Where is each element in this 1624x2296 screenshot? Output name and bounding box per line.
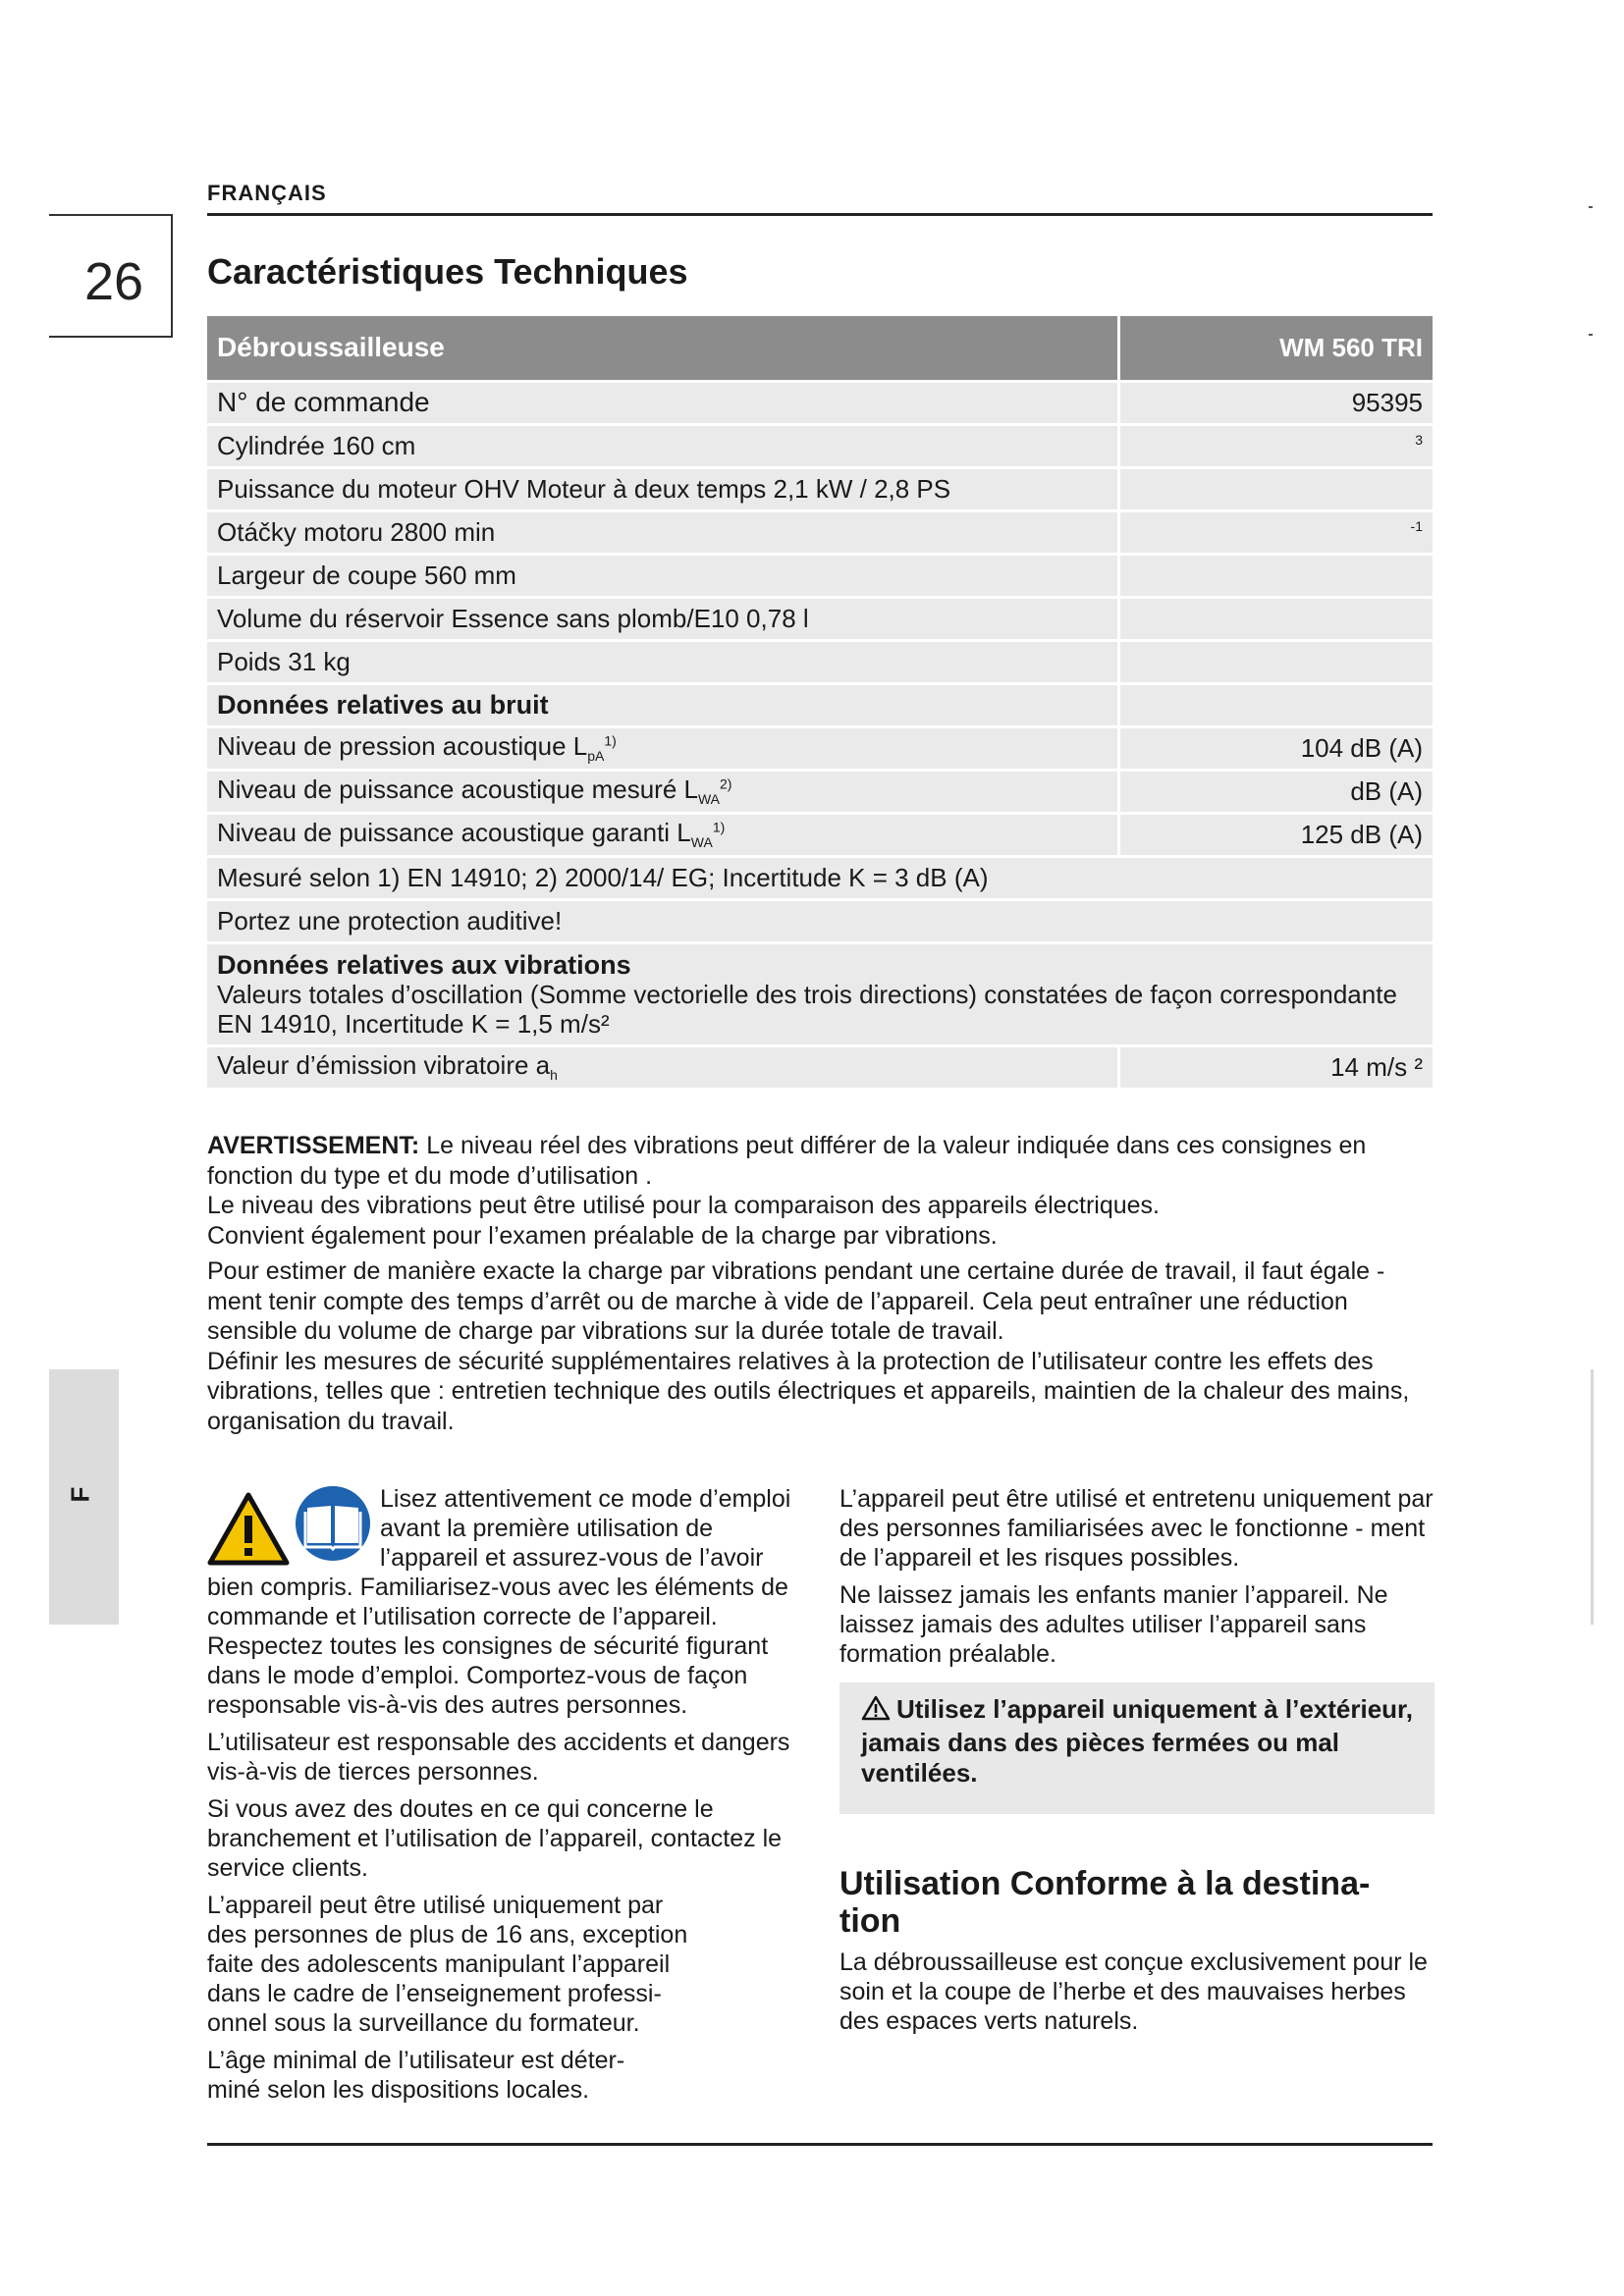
left-column	[207, 1484, 802, 2112]
row-value: 104 dB (A)	[1118, 726, 1433, 770]
warning-p2: Le niveau des vibrations peut être utilisé pour la comparaison des appareils électriques.	[207, 1192, 1161, 1219]
emission-label-text: Valeur d’émission vibratoire a	[217, 1050, 551, 1081]
left-p5: L’âge minimal de l’utilisateur est déter- miné selon les dispositions locales.	[207, 2047, 625, 2104]
table-row	[207, 1045, 1433, 1089]
header-label: Débroussailleuse	[207, 316, 1118, 381]
table-row	[207, 770, 1433, 813]
right-p2: Ne laissez jamais les enfants manier l’appareil. Ne laissez jamais des adultes utiliser l’appareil sans formation préalable.	[839, 1581, 1388, 1668]
row-label: Largeur de coupe 560 mm	[207, 554, 1118, 597]
table-row	[207, 424, 1433, 467]
noise-heading: Données relatives au bruit	[207, 683, 1118, 726]
noise-sub: WA	[690, 834, 713, 851]
noise-label-text: Niveau de pression acoustique L	[217, 731, 588, 762]
vibration-warning	[207, 1131, 1435, 1442]
table-row	[207, 640, 1433, 683]
read-manual-icon	[294, 1484, 372, 1563]
noise-sup: 1)	[604, 732, 617, 749]
row-label: Puissance du moteur OHV Moteur à deux temps 2,1 kW / 2,8 PS	[207, 467, 1118, 510]
left-p2: L’utilisateur est responsable des accidents et dangers vis-à-vis de tierces personnes.	[207, 1729, 790, 1786]
warning-text: Le niveau réel des vibrations peut différer de la valeur indiquée dans ces consignes en fonction du type et du mode d’utilisation .	[207, 1132, 1367, 1190]
spec-table-header	[207, 316, 1433, 381]
section-row	[207, 942, 1433, 1045]
noise-row-label	[207, 813, 1118, 856]
safety-icons	[207, 1484, 376, 1567]
section-row	[207, 683, 1433, 726]
edge-mark	[1589, 206, 1593, 208]
row-value	[1118, 554, 1433, 597]
noise-label-text: Niveau de puissance acoustique garanti L	[217, 818, 691, 848]
left-p4: L’appareil peut être utilisé uniquement par des personnes de plus de 16 ans, exception faite des adolescents manipulant l’appareil dans le cadre de l’enseignement professi- onnel sous la surveillance du formateur.	[207, 1892, 688, 2037]
noise-sup: 2)	[720, 775, 732, 792]
table-row	[207, 467, 1433, 510]
header-model: WM 560 TRI	[1118, 316, 1433, 381]
left-p3: Si vous avez des doutes en ce qui concerne le branchement et l’utilisation de l’appareil, contactez le service clients.	[207, 1795, 783, 1882]
table-row	[207, 597, 1433, 640]
table-row	[207, 554, 1433, 597]
table-row	[207, 510, 1433, 554]
warning-p5: Définir les mesures de sécurité supplémentaires relatives à la protection de l’utilisateur contre les effets des vibrations, telles que : entretien technique des outils électriques et appareils, maintien de la chaleur des mains, organisation du travail.	[207, 1347, 1410, 1435]
vibration-text: Valeurs totales d’oscillation (Somme vectorielle des trois directions) constatées de façon correspondante EN 14910, Incertitude K = 1,5 m/s²	[217, 979, 1397, 1039]
section-heading: Utilisation Conforme à la destina- tion	[839, 1865, 1371, 1940]
notice-text: Utilisez l’appareil uniquement à l’extérieur, jamais dans des pièces fermées ou mal ventilées.	[861, 1694, 1413, 1788]
right-p3: La débroussailleuse est conçue exclusivement pour le soin et la coupe de l’herbe et des mauvaises herbes des espaces verts naturels.	[839, 1949, 1428, 2035]
vibration-heading: Données relatives aux vibrations	[217, 949, 631, 980]
measured-note: Mesuré selon 1) EN 14910; 2) 2000/14/ EG; Incertitude K = 3 dB (A)	[207, 856, 1433, 899]
outdoor-use-notice	[839, 1682, 1435, 1814]
row-value	[1118, 467, 1433, 510]
left-p1: Lisez attentivement ce mode d’emploi avant la première utilisation de l’appareil et assurez-vous de l’avoir bien compris. Familiarisez-vous avec les éléments de commande et l’utilisation correcte de l’appareil. Respectez toutes les consignes de sécurité figurant dans le mode d’emploi. Comportez-vous de façon responsable vis-à-vis des autres personnes.	[207, 1485, 791, 1719]
noise-sub: pA	[587, 748, 605, 765]
row-label: Volume du réservoir Essence sans plomb/E10 0,78 l	[207, 597, 1118, 640]
row-label: Otáčky motoru 2800 min	[207, 510, 1118, 554]
row-label: Poids 31 kg	[207, 640, 1118, 683]
side-tab-letter: F	[65, 1486, 95, 1503]
noise-sub: WA	[697, 791, 721, 808]
page-title: Caractéristiques Techniques	[207, 251, 688, 292]
right-edge-bar	[1591, 1369, 1594, 1625]
ear-protection-note: Portez une protection auditive!	[207, 899, 1433, 942]
warning-p4: Pour estimer de manière exacte la charge par vibrations pendant une certaine durée de travail, il faut égale - ment tenir compte des temps d’arrêt ou de marche à vide de l’appareil. Cela peut entraîner une réduction sensible du volume de charge par vibrations sur la durée totale de travail.	[207, 1257, 1385, 1345]
row-value: -1	[1118, 510, 1433, 554]
emission-sub: h	[550, 1067, 558, 1084]
empty-cell	[1118, 683, 1433, 726]
warning-small-icon	[861, 1695, 891, 1728]
bottom-rule	[207, 2143, 1433, 2146]
warning-p3: Convient également pour l’examen préalable de la charge par vibrations.	[207, 1221, 998, 1250]
language-label: FRANÇAIS	[207, 181, 327, 205]
noise-row-label	[207, 726, 1118, 770]
noise-label-text: Niveau de puissance acoustique mesuré L	[217, 774, 698, 805]
row-value: 3	[1118, 424, 1433, 467]
row-label: Cylindrée 160 cm	[207, 424, 1118, 467]
language-side-tab	[49, 1369, 119, 1625]
warning-triangle-icon	[207, 1492, 290, 1567]
warning-p1	[207, 1131, 1435, 1191]
warning-label: AVERTISSEMENT:	[207, 1132, 420, 1159]
table-row	[207, 899, 1433, 942]
emission-value: 14 m/s ²	[1118, 1045, 1433, 1089]
table-row	[207, 856, 1433, 899]
row-value: 95395	[1118, 381, 1433, 424]
page-number: 26	[84, 252, 144, 311]
vibration-cell	[207, 942, 1433, 1045]
table-row	[207, 726, 1433, 770]
spec-table	[207, 316, 1433, 1091]
noise-sup: 1)	[712, 819, 726, 835]
table-row	[207, 813, 1433, 856]
emission-label	[207, 1045, 1118, 1089]
row-label: N° de commande	[207, 381, 1118, 424]
right-p1: L’appareil peut être utilisé et entretenu uniquement par des personnes familiarisées avec le fonctionne - ment de l’appareil et les risques possibles.	[839, 1485, 1434, 1572]
row-value: dB (A)	[1118, 770, 1433, 813]
top-rule	[207, 213, 1433, 216]
right-column	[839, 1484, 1435, 2044]
noise-row-label	[207, 770, 1118, 813]
edge-mark	[1589, 334, 1593, 336]
table-row	[207, 381, 1433, 424]
intro-block	[207, 1484, 802, 1720]
row-value: 125 dB (A)	[1118, 813, 1433, 856]
row-value	[1118, 640, 1433, 683]
row-value	[1118, 597, 1433, 640]
